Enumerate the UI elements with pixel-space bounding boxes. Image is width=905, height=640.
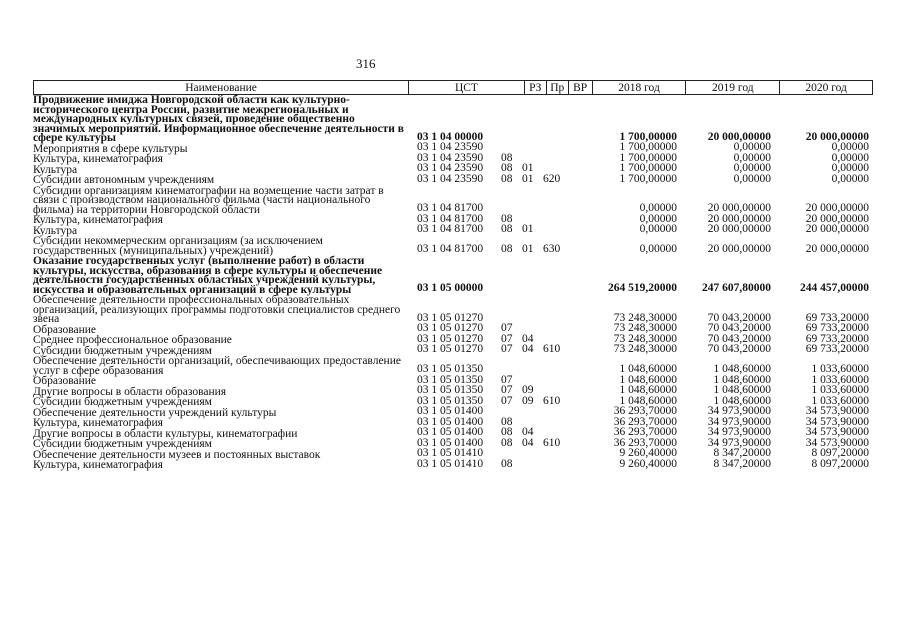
cell-pr: 01 bbox=[522, 172, 534, 185]
cell-cst: 03 1 05 01400 bbox=[417, 415, 484, 428]
table-header bbox=[33, 80, 873, 95]
cell-2019: 34 973,90000 bbox=[707, 415, 771, 428]
cell-cst: 03 1 04 23590 bbox=[417, 162, 484, 174]
cell-2020: 1 033,60000 bbox=[811, 394, 869, 407]
cell-2018: 73 248,30000 bbox=[613, 322, 677, 334]
cell-2019: 20 000,00000 bbox=[707, 243, 771, 255]
cell-name: Мероприятия в сфере культуры bbox=[33, 142, 188, 155]
cell-2020: 244 457,00000 bbox=[800, 282, 869, 294]
cell-2019: 0,00000 bbox=[733, 151, 771, 164]
cell-name: Обеспечение деятельности профессиональных образовательных организаций, реализующих программы подготовки специалистов среднего звена bbox=[33, 294, 401, 325]
cell-2020: 1 033,60000 bbox=[811, 373, 869, 386]
cell-2019: 1 048,60000 bbox=[713, 394, 771, 407]
cell-rz: 08 bbox=[501, 172, 513, 185]
cell-cst: 03 1 05 01350 bbox=[417, 363, 484, 375]
cell-pr: 09 bbox=[522, 384, 534, 396]
cell-rz: 08 bbox=[501, 212, 513, 225]
cell-2019: 20 000,00000 bbox=[707, 212, 771, 225]
cell-2019: 34 973,90000 bbox=[707, 426, 771, 438]
cell-2018: 0,00000 bbox=[639, 223, 677, 235]
table-row bbox=[33, 186, 873, 216]
cell-pr: 04 bbox=[522, 332, 534, 345]
cell-2020: 8 097,20000 bbox=[811, 447, 869, 459]
cell-cst: 03 1 04 23590 bbox=[417, 172, 484, 185]
header-name: Наименование bbox=[34, 81, 409, 94]
cell-2019: 1 048,60000 bbox=[713, 384, 771, 396]
cell-name: Обеспечение деятельности музеев и постоянных выставок bbox=[33, 448, 321, 461]
cell-2018: 1 700,00000 bbox=[619, 141, 677, 153]
cell-name: Культура bbox=[33, 163, 78, 176]
cell-2019: 20 000,00000 bbox=[707, 223, 771, 235]
cell-2018: 36 293,70000 bbox=[613, 426, 677, 438]
cell-2019: 0,00000 bbox=[733, 141, 771, 153]
table-row bbox=[33, 295, 873, 325]
cell-2020: 1 033,60000 bbox=[811, 384, 869, 396]
cell-name: Обеспечение деятельности учреждений культуры bbox=[33, 406, 277, 419]
cell-2020: 69 733,20000 bbox=[805, 311, 869, 324]
cell-name: Другие вопросы в области образования bbox=[33, 385, 227, 398]
cell-2020: 20 000,00000 bbox=[805, 223, 869, 235]
cell-name: Культура bbox=[33, 224, 78, 237]
cell-vr: 610 bbox=[543, 394, 561, 407]
page-number: 316 bbox=[356, 56, 376, 71]
cell-2018: 1 048,60000 bbox=[619, 373, 677, 386]
cell-2018: 36 293,70000 bbox=[613, 405, 677, 417]
cell-2019: 0,00000 bbox=[733, 162, 771, 174]
cell-2020: 8 097,20000 bbox=[811, 457, 869, 470]
cell-rz: 08 bbox=[501, 151, 513, 164]
cell-2019: 34 973,90000 bbox=[707, 405, 771, 417]
cell-2018: 36 293,70000 bbox=[613, 415, 677, 428]
cell-rz: 08 bbox=[501, 457, 513, 470]
header-2020: 2020 год bbox=[805, 82, 847, 94]
cell-name: Продвижение имиджа Новгородской области как культурно-исторического центра России, развитие межрегиональных и международных культурных связей, проведение общественно значимых мероприятий. Информационное обеспечение деятельности в сфере культуры bbox=[33, 94, 404, 144]
cell-name: Субсидии бюджетным учреждениям bbox=[33, 438, 212, 450]
cell-2019: 70 043,20000 bbox=[707, 332, 771, 345]
cell-rz: 07 bbox=[501, 373, 513, 386]
header-pr: Пр bbox=[547, 81, 569, 94]
header-rz: РЗ bbox=[525, 81, 547, 94]
cell-pr: 09 bbox=[522, 394, 534, 407]
cell-name: Образование bbox=[33, 375, 97, 387]
cell-2019: 70 043,20000 bbox=[707, 343, 771, 355]
cell-name: Культура, кинематография bbox=[33, 459, 163, 471]
header-2019: 2019 год bbox=[686, 81, 780, 94]
cell-cst: 03 1 05 01400 bbox=[417, 426, 484, 438]
cell-2020: 0,00000 bbox=[831, 172, 869, 185]
cell-2020: 69 733,20000 bbox=[805, 322, 869, 334]
cell-cst: 03 1 05 01410 bbox=[417, 447, 484, 459]
cell-2019: 1 048,60000 bbox=[713, 363, 771, 375]
cell-cst: 03 1 05 01400 bbox=[417, 405, 484, 417]
cell-rz: 08 bbox=[501, 436, 513, 449]
cell-rz: 08 bbox=[501, 243, 513, 255]
cell-name: Культура, кинематография bbox=[33, 153, 163, 165]
cell-2018: 0,00000 bbox=[639, 212, 677, 225]
cell-rz: 07 bbox=[501, 384, 513, 396]
cell-pr: 01 bbox=[522, 243, 534, 255]
cell-2018: 0,00000 bbox=[639, 243, 677, 255]
cell-pr: 01 bbox=[522, 162, 534, 174]
cell-pr: 04 bbox=[522, 436, 534, 449]
cell-name: Обеспечение деятельности организаций, обеспечивающих предоставление услуг в сфере образования bbox=[33, 355, 401, 377]
cell-2020: 20 000,00000 bbox=[805, 202, 869, 214]
cell-name: Субсидии бюджетным учреждениям bbox=[33, 344, 212, 357]
table-row bbox=[33, 95, 873, 144]
cell-2020: 20 000,00000 bbox=[805, 243, 869, 255]
cell-vr: 620 bbox=[543, 172, 561, 185]
cell-name: Среднее профессиональное образование bbox=[33, 334, 232, 346]
cell-name: Субсидии автономным учреждениям bbox=[33, 174, 215, 186]
cell-cst: 03 1 05 01350 bbox=[417, 394, 484, 407]
cell-cst: 03 1 05 01270 bbox=[417, 332, 484, 345]
cell-cst: 03 1 04 23590 bbox=[417, 151, 484, 164]
cell-cst: 03 1 04 00000 bbox=[417, 130, 484, 143]
cell-2018: 264 519,20000 bbox=[608, 282, 677, 294]
cell-cst: 03 1 05 01350 bbox=[417, 373, 484, 386]
cell-rz: 08 bbox=[501, 426, 513, 438]
cell-2019: 247 607,80000 bbox=[702, 282, 771, 294]
cell-2020: 34 573,90000 bbox=[805, 436, 869, 449]
cell-cst: 03 1 05 01350 bbox=[417, 384, 484, 396]
cell-2019: 70 043,20000 bbox=[707, 322, 771, 334]
cell-2018: 1 700,00000 bbox=[619, 151, 677, 164]
cell-2019: 0,00000 bbox=[733, 172, 771, 185]
cell-cst: 03 1 04 81700 bbox=[417, 243, 484, 255]
cell-rz: 08 bbox=[501, 162, 513, 174]
cell-2020: 20 000,00000 bbox=[805, 130, 869, 143]
cell-2018: 1 048,60000 bbox=[619, 384, 677, 396]
cell-cst: 03 1 05 01270 bbox=[417, 343, 484, 355]
cell-cst: 03 1 05 00000 bbox=[417, 282, 484, 294]
cell-vr: 610 bbox=[543, 343, 561, 355]
cell-2019: 70 043,20000 bbox=[707, 311, 771, 324]
cell-2018: 36 293,70000 bbox=[613, 436, 677, 449]
cell-2020: 0,00000 bbox=[831, 151, 869, 164]
cell-name: Образование bbox=[33, 323, 97, 336]
cell-cst: 03 1 05 01410 bbox=[417, 457, 484, 470]
cell-rz: 08 bbox=[501, 223, 513, 235]
budget-table bbox=[33, 80, 873, 471]
cell-name: Другие вопросы в области культуры, кинематографии bbox=[33, 427, 298, 440]
cell-2019: 8 347,20000 bbox=[713, 447, 771, 459]
cell-2020: 20 000,00000 bbox=[805, 212, 869, 225]
cell-2020: 34 573,90000 bbox=[805, 426, 869, 438]
cell-2019: 1 048,60000 bbox=[713, 373, 771, 386]
cell-2020: 69 733,20000 bbox=[805, 343, 869, 355]
cell-pr: 04 bbox=[522, 343, 534, 355]
cell-cst: 03 1 04 81700 bbox=[417, 212, 484, 225]
cell-2020: 0,00000 bbox=[831, 162, 869, 174]
cell-cst: 03 1 05 01270 bbox=[417, 322, 484, 334]
cell-2018: 1 700,00000 bbox=[619, 162, 677, 174]
cell-2019: 8 347,20000 bbox=[713, 457, 771, 470]
cell-cst: 03 1 05 01400 bbox=[417, 436, 484, 449]
cell-rz: 07 bbox=[501, 394, 513, 407]
cell-name: Субсидии организациям кинематографии на возмещение части затрат в связи с производством национального фильма (части национального фильма) на территории Новгородской области bbox=[33, 184, 384, 216]
cell-2020: 34 573,90000 bbox=[805, 405, 869, 417]
cell-2019: 34 973,90000 bbox=[707, 436, 771, 449]
cell-pr: 01 bbox=[522, 223, 534, 235]
cell-rz: 07 bbox=[501, 332, 513, 345]
cell-2020: 69 733,20000 bbox=[805, 332, 869, 345]
header-cst: ЦСТ bbox=[409, 81, 525, 94]
cell-2020: 0,00000 bbox=[831, 141, 869, 153]
cell-rz: 07 bbox=[501, 343, 513, 355]
cell-2019: 20 000,00000 bbox=[707, 130, 771, 143]
cell-2020: 34 573,90000 bbox=[805, 415, 869, 428]
cell-2018: 1 700,00000 bbox=[619, 130, 677, 143]
cell-rz: 08 bbox=[501, 415, 513, 428]
cell-rz: 07 bbox=[501, 322, 513, 334]
cell-2018: 73 248,30000 bbox=[613, 332, 677, 345]
table-row bbox=[33, 256, 873, 295]
cell-2020: 1 033,60000 bbox=[811, 363, 869, 375]
cell-2018: 1 048,60000 bbox=[619, 394, 677, 407]
cell-cst: 03 1 04 81700 bbox=[417, 223, 484, 235]
cell-name: Субсидии бюджетным учреждениям bbox=[33, 396, 212, 408]
cell-2018: 9 260,40000 bbox=[619, 457, 677, 470]
cell-name: Оказание государственных услуг (выполнение работ) в области культуры, искусства, образования в сфере культуры и обеспечение деятельности государственных областных учреждений культуры, искусства и образовательных организаций в сфере культуры bbox=[33, 255, 383, 296]
cell-2019: 20 000,00000 bbox=[707, 202, 771, 214]
cell-name: Субсидии некоммерческим организациям (за исключением государственных (муниципальных) учреждений) bbox=[33, 235, 323, 257]
cell-2018: 1 048,60000 bbox=[619, 363, 677, 375]
cell-cst: 03 1 04 23590 bbox=[417, 141, 484, 153]
table-row bbox=[33, 172, 873, 186]
cell-vr: 610 bbox=[543, 436, 561, 449]
cell-vr: 630 bbox=[543, 243, 561, 255]
cell-name: Культура, кинематография bbox=[33, 417, 163, 429]
cell-cst: 03 1 04 81700 bbox=[417, 202, 484, 214]
table-row bbox=[33, 236, 873, 256]
table-body bbox=[33, 95, 873, 471]
cell-name: Культура, кинематография bbox=[33, 214, 163, 226]
cell-2018: 73 248,30000 bbox=[613, 311, 677, 324]
table-row bbox=[33, 457, 873, 471]
header-2018: 2018 год bbox=[593, 81, 687, 94]
cell-2018: 0,00000 bbox=[639, 202, 677, 214]
header-vr: ВР bbox=[569, 81, 593, 94]
cell-cst: 03 1 05 01270 bbox=[417, 311, 484, 324]
cell-pr: 04 bbox=[522, 426, 534, 438]
cell-2018: 1 700,00000 bbox=[619, 172, 677, 185]
cell-2018: 9 260,40000 bbox=[619, 447, 677, 459]
cell-2018: 73 248,30000 bbox=[613, 343, 677, 355]
